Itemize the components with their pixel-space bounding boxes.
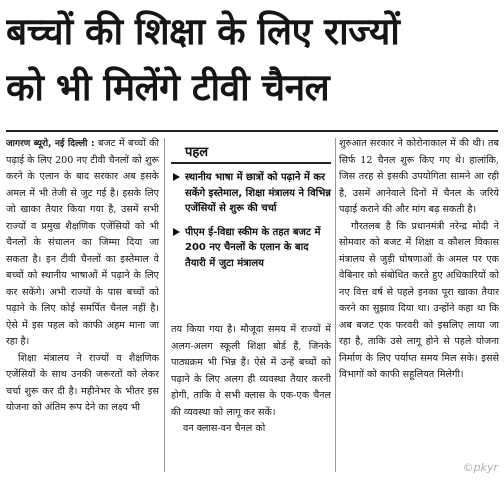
paragraph: गौरतलब है कि प्रधानमंत्री नरेन्द्र मोदी ने सोमवार को बजट में शिक्षा व कौशल विकास मंत्रालय से जुड़ी घोषणाओं के अमल पर एक वेबिनार को संबोधित करते हुए अधिकारियों को नए वित्त वर्ष से पहले इनका पूरा खाका तैयार करने का सुझाव दिया था। उन्होंने कहा था कि अब बजट एक फरवरी को इसलिए लाया जा रहा है, ताकि उसे लागू होने से पहले योजना निर्माण के लिए पर्याप्त समय मिल सके। इससे विभागों को काफी सहूलियत मिलेगी। [339, 220, 499, 380]
column-divider [335, 138, 336, 472]
paragraph: शिक्षा मंत्रालय ने राज्यों व शैक्षणिक एजेंसियों के साथ उनकी जरूरतों को लेकर चर्चा शुरू कर दी है। महीनेभर के भीतर इस योजना को अंतिम रूप देने का लक्ष्य भी [6, 352, 159, 413]
highlight-item-text: पीएम ई-विद्या स्कीम के तहत बजट में 200 नए चैनलों के एलान के बाद तैयारी में जुटा मंत्रालय [185, 226, 321, 269]
highlight-item [171, 170, 331, 217]
article-column-3 [339, 136, 499, 476]
headline-line-1: बच्चों की शिक्षा के लिए राज्यों [6, 10, 400, 53]
highlight-item-text: स्थानीय भाषा में छात्रों को पढ़ाने में कर सकेंगे इस्तेमाल, शिक्षा मंत्रालय ने विभिन्न एजेंसियों से शुरू की चर्चा [185, 172, 331, 214]
headline [6, 4, 498, 116]
paragraph: शुरुआत सरकार ने कोरोनाकाल में की थी। तब सिर्फ 12 चैनल शुरू किए गए थे। हालांकि, जिस तरह से इसकी उपयोगिता सामने आ रही है, उसमें आनेवाले दिनों में चैनल के जरिये पढ़ाई कराने की और मांग बढ़ सकती है। [339, 138, 499, 215]
paragraph: वन क्लास-वन चैनल को [183, 423, 266, 434]
headline-rule [6, 130, 498, 132]
watermark: ©pkyr [462, 461, 498, 474]
bullet-arrow-icon [173, 173, 180, 181]
article-column-2 [171, 322, 331, 476]
paragraph [6, 136, 159, 351]
headline-line-2: को भी मिलेंगे टीवी चैनल [6, 66, 330, 109]
bullet-arrow-icon [173, 228, 180, 236]
column-divider [164, 138, 165, 472]
article-column-1 [6, 136, 159, 476]
highlight-box-title: पहल [171, 140, 331, 164]
byline: जागरण ब्यूरो, नई दिल्ली : [6, 139, 95, 149]
paragraph-text: बजट में बच्चों की पढ़ाई के लिए 200 नए टीवी चैनलों को शुरू करने के एलान के बाद सरकार अब इसके अमल में भी तेजी से जुट गई है। इसके लिए जो खाका तैयार किया गया है, उसमें सभी राज्यों व प्रमुख शैक्षणिक एजेंसियों को भी चैनलों के संचालन का जिम्मा दिया जा सकता है। इन टीवी चैनलों का इस्तेमाल वे बच्चों को स्थानीय भाषाओं में पढ़ाने के लिए कर सकेंगे। अभी राज्यों के पास बच्चों को पढ़ाने के लिए कोई समर्पित चैनल नहीं है। ऐसे में इस पहल को काफी अहम माना जा रहा है। [6, 138, 159, 347]
highlight-item [171, 225, 331, 272]
paragraph: तय किया गया है। मौजूदा समय में राज्यों में अलग-अलग स्कूली शिक्षा बोर्ड हैं, जिनके पाठ्यक्रम भी भिन्न हैं। ऐसे में उन्हें बच्चों को पढ़ाने के लिए अलग ही व्यवस्था तैयार करनी होगी, ताकि वे सभी क्लास के एक-एक चैनल की व्यवस्था को लागू कर सकें। [171, 324, 331, 418]
highlight-box [171, 140, 331, 316]
